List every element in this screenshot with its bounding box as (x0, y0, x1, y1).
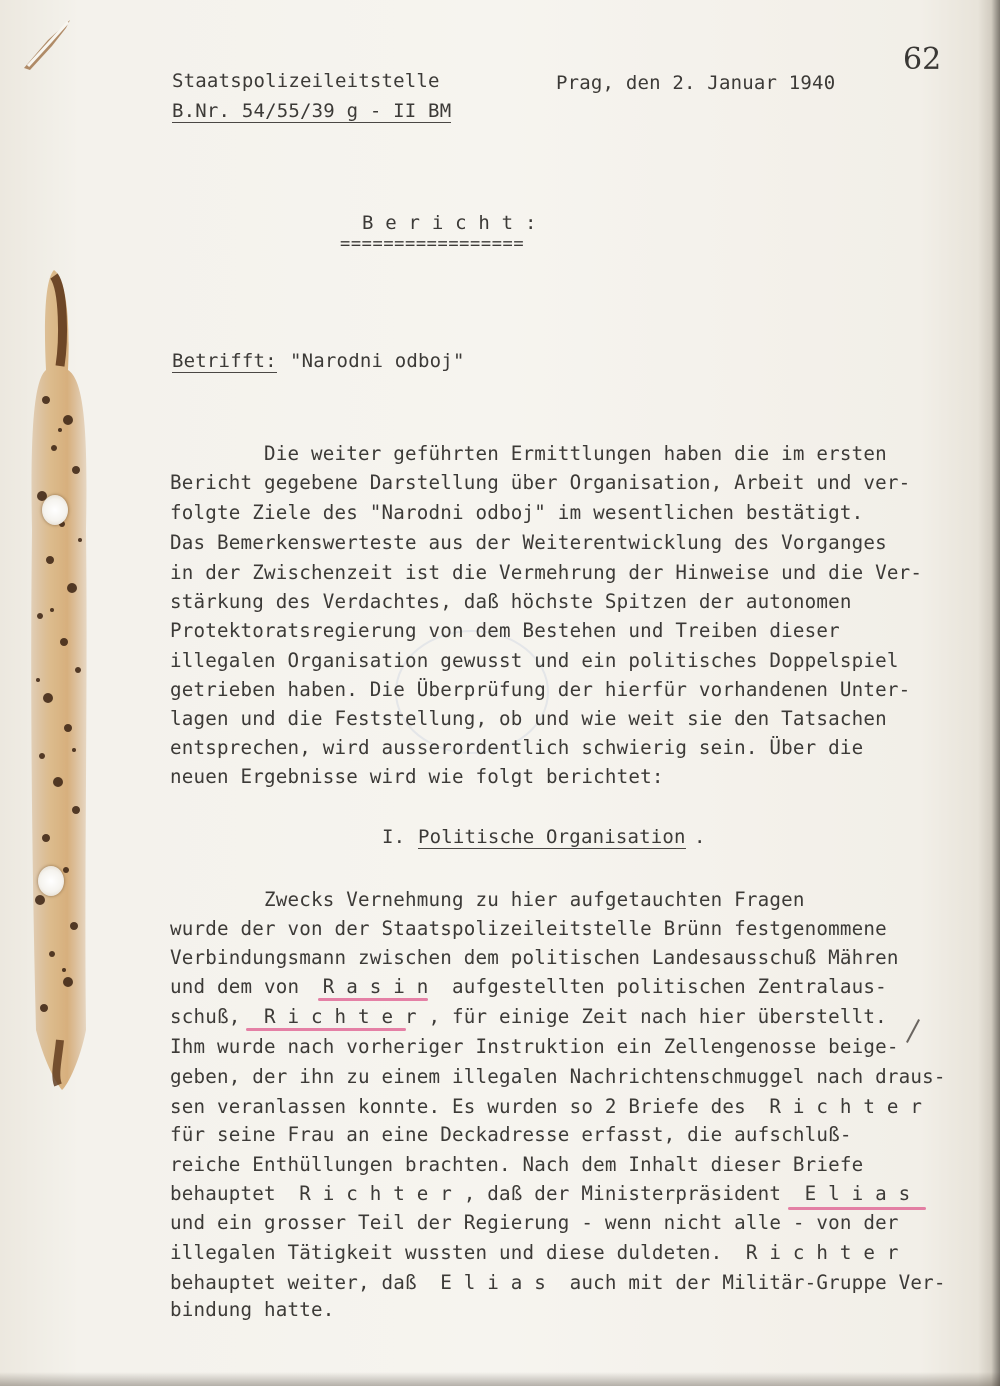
paper-bottom-shadow (0, 1372, 1000, 1386)
title-underline: ================= (340, 234, 525, 254)
paragraph-line: Bericht gegebene Darstellung über Organisation, Arbeit und ver- (170, 471, 911, 494)
paragraph-line: und dem von R a s i n aufgestellten politischen Zentralaus- (170, 975, 887, 998)
paper-edge-shadow (978, 0, 1000, 1386)
pencil-underline-richter (246, 1028, 406, 1031)
document-title: B e r i c h t : (362, 212, 537, 234)
paragraph-line: Zwecks Vernehmung zu hier aufgetauchten Fragen (170, 888, 805, 911)
subject-value: "Narodni odboj" (290, 350, 465, 372)
place-date: Prag, den 2. Januar 1940 (556, 72, 836, 94)
paragraph-line: Die weiter geführten Ermittlungen haben die im ersten (170, 442, 887, 465)
paragraph-line: schuß, R i c h t e r , für einige Zeit nach hier überstellt. (170, 1005, 887, 1028)
paragraph-line: neuen Ergebnisse wird wie folgt berichtet: (170, 765, 664, 788)
punch-hole-upper (42, 495, 68, 525)
paragraph-line: Ihm wurde nach vorheriger Instruktion ein Zellengenosse beige- (170, 1035, 899, 1058)
page-number: 62 (903, 42, 942, 77)
paragraph-line: Verbindungsmann zwischen dem politischen Landesausschuß Mähren (170, 946, 899, 969)
paragraph-line: illegalen Tätigkeit wussten und diese duldeten. R i c h t e r (170, 1241, 899, 1264)
office-name: Staatspolizeileitstelle (172, 70, 440, 92)
rust-stain-binding-icon (24, 270, 96, 1090)
punch-hole-lower (38, 866, 64, 896)
paragraph-line: reiche Enthüllungen brachten. Nach dem Inhalt dieser Briefe (170, 1153, 864, 1176)
paragraph-line: lagen und die Feststellung, ob und wie weit sie den Tatsachen (170, 707, 887, 730)
section-heading: Politische Organisation (418, 826, 686, 848)
paragraph-line: behauptet weiter, daß E l i a s auch mit der Militär-Gruppe Ver- (170, 1271, 946, 1294)
paragraph-line: für seine Frau an eine Deckadresse erfasst, die aufschluß- (170, 1123, 852, 1146)
paragraph-line: wurde der von der Staatspolizeileitstelle Brünn festgenommene (170, 917, 887, 940)
pencil-underline-elias (788, 1207, 926, 1210)
paragraph-line: geben, der ihn zu einem illegalen Nachrichtenschmuggel nach draus- (170, 1065, 946, 1088)
paragraph-line: illegalen Organisation gewusst und ein politisches Doppelspiel (170, 649, 899, 672)
rust-stain-top-icon (18, 14, 78, 74)
reference-number: B.Nr. 54/55/39 g - II BM (172, 100, 452, 122)
section-heading-period: . (694, 826, 706, 848)
paragraph-line: Das Bemerkenswerteste aus der Weiterentwicklung des Vorganges (170, 531, 887, 554)
paragraph-line: entsprechen, wird ausserordentlich schwierig sein. Über die (170, 736, 864, 759)
paragraph-line: folgte Ziele des "Narodni odboj" im wesentlichen bestätigt. (170, 501, 864, 524)
paragraph-line: bindung hatte. (170, 1298, 335, 1321)
paragraph-line: getrieben haben. Die Überprüfung der hierfür vorhandenen Unter- (170, 678, 911, 701)
subject-label: Betrifft: (172, 350, 277, 372)
paragraph-line: behauptet R i c h t e r , daß der Ministerpräsident E l i a s (170, 1182, 911, 1205)
paragraph-line: und ein grosser Teil der Regierung - wenn nicht alle - von der (170, 1211, 899, 1234)
pencil-underline-rasin (318, 998, 428, 1001)
paragraph-line: stärkung des Verdachtes, daß höchste Spitzen der autonomen (170, 590, 852, 613)
paragraph-line: Protektoratsregierung von dem Bestehen und Treiben dieser (170, 619, 840, 642)
pencil-tick-mark (906, 1019, 920, 1043)
paragraph-line: sen veranlassen konnte. Es wurden so 2 Briefe des R i c h t e r (170, 1095, 923, 1118)
paragraph-line: in der Zwischenzeit ist die Vermehrung der Hinweise und die Ver- (170, 561, 923, 584)
section-number: I. (382, 826, 406, 848)
